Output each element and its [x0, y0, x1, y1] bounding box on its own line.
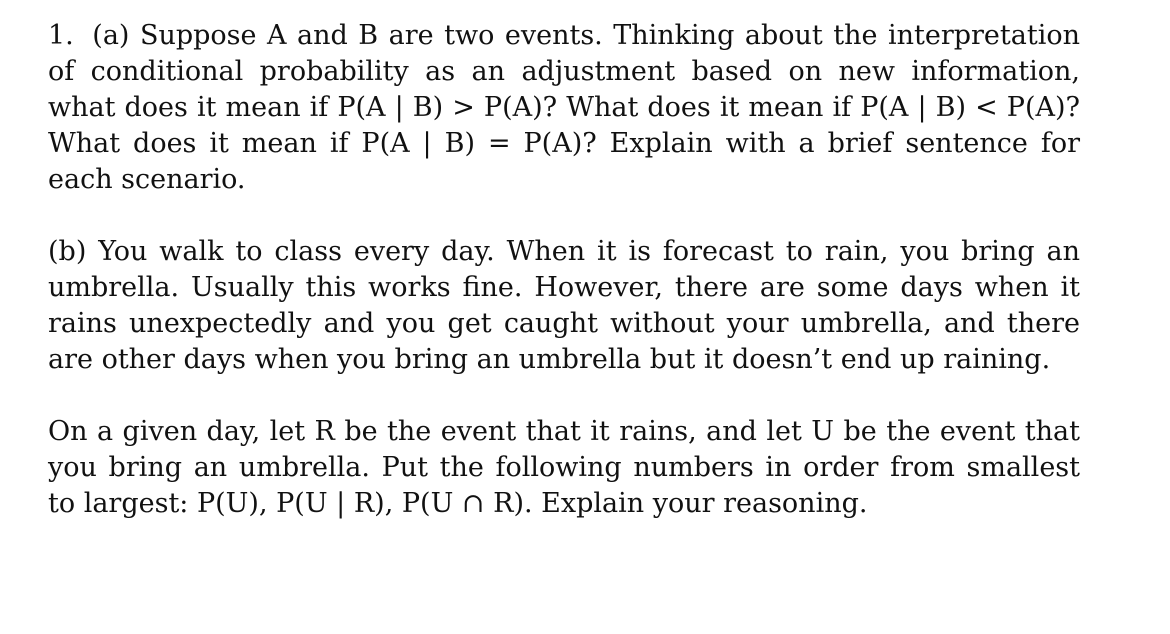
part-a-text: (a) Suppose A and B are two events. Thinking about the interpretation of conditional probability as an adjustment based on new information, what does it mean if P(A | B) > P(A)? What does it mean if P(A | B) < P(A)? What does it mean if P(A | B) = P(A)? Explain with a brief sentence for each scenario.	[48, 20, 1080, 195]
part-b-followup-paragraph	[48, 414, 1080, 522]
part-b-paragraph	[48, 234, 1080, 378]
problem-document	[48, 18, 1080, 522]
part-b-text: (b) You walk to class every day. When it is forecast to rain, you bring an umbrella. Usually this works fine. However, there are some days when it rains unexpectedly and you get caught without your umbrella, and there are other days when you bring an umbrella but it doesn’t end up raining.	[48, 236, 1080, 375]
part-b-followup-text: On a given day, let R be the event that it rains, and let U be the event that you bring an umbrella. Put the following numbers in order from smallest to largest: P(U), P(U | R), P(U ∩ R). Explain your reasoning.	[48, 416, 1080, 519]
part-a-paragraph	[48, 18, 1080, 198]
problem-number: 1.	[48, 20, 74, 51]
